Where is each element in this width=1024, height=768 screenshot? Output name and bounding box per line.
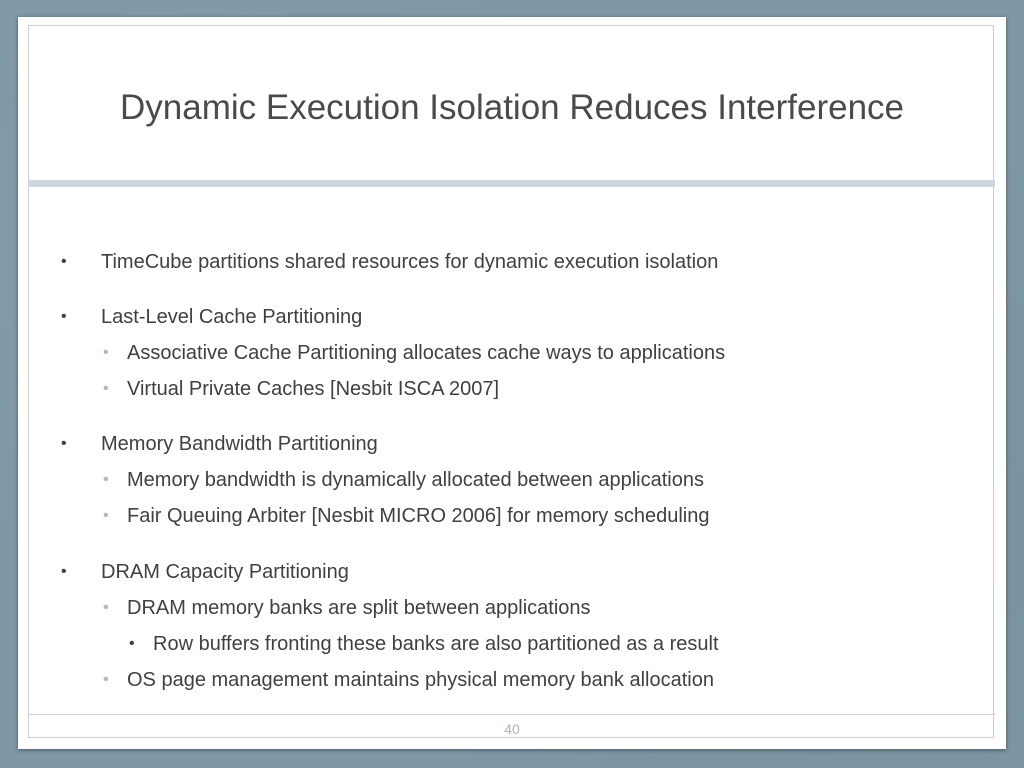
bullet-icon: •: [103, 344, 109, 361]
bullet-icon: •: [103, 471, 109, 488]
bullet-icon: •: [103, 671, 109, 688]
bullet-icon: •: [129, 635, 135, 652]
bullet-item: [61, 432, 378, 456]
bullet-icon: •: [103, 507, 109, 524]
bullet-text: DRAM memory banks are split between applications: [127, 597, 591, 619]
bullet-text: Virtual Private Caches [Nesbit ISCA 2007]: [127, 378, 500, 400]
bullet-text: Memory Bandwidth Partitioning: [101, 433, 378, 455]
bullet-icon: •: [61, 563, 67, 580]
slide-frame: [28, 25, 994, 738]
title-area: [29, 26, 995, 180]
bullet-item: [61, 560, 349, 584]
bullet-icon: •: [103, 599, 109, 616]
bullet-text: Memory bandwidth is dynamically allocated between applications: [127, 469, 704, 491]
title-divider: [29, 180, 995, 187]
sub-bullet-item: [103, 596, 591, 620]
sub-bullet-item: [103, 341, 726, 365]
footer-divider: [29, 714, 995, 715]
bullet-icon: •: [103, 380, 109, 397]
bullet-icon: •: [61, 253, 67, 270]
slide-title: Dynamic Execution Isolation Reduces Interference: [119, 88, 904, 127]
bullet-text: Associative Cache Partitioning allocates cache ways to applications: [127, 342, 726, 364]
bullet-text: Last-Level Cache Partitioning: [101, 306, 363, 328]
sub-bullet-item: [103, 668, 714, 692]
sub-bullet-item: [103, 377, 500, 401]
sub-bullet-item: [103, 504, 710, 528]
bullet-icon: •: [61, 308, 67, 325]
bullet-text: DRAM Capacity Partitioning: [101, 561, 349, 583]
bullet-item: [61, 305, 363, 329]
bullet-text: OS page management maintains physical memory bank allocation: [127, 669, 714, 691]
bullet-item: [61, 250, 719, 274]
sub-bullet-item: [103, 468, 704, 492]
bullet-icon: •: [61, 435, 67, 452]
bullet-text: Fair Queuing Arbiter [Nesbit MICRO 2006] for memory scheduling: [127, 505, 710, 527]
slide: [18, 17, 1006, 749]
bullet-text: TimeCube partitions shared resources for dynamic execution isolation: [101, 251, 719, 273]
bullet-text: Row buffers fronting these banks are also partitioned as a result: [153, 633, 719, 655]
sub-sub-bullet-item: [129, 632, 719, 656]
page-number: 40: [504, 721, 520, 737]
